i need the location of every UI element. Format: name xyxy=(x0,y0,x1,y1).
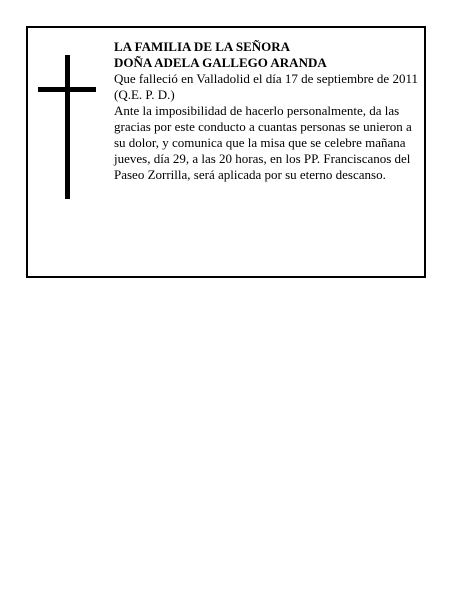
cross-vertical-bar xyxy=(65,55,70,199)
notice-text-block xyxy=(114,39,424,183)
death-announcement: Que falleció en Valladolid el día 17 de septiembre de 2011 xyxy=(114,71,418,86)
notice-body: Ante la imposibilidad de hacerlo personalmente, da las gracias por este conducto a cuantas personas se unieron a su dolor, y comunica que la misa que se celebre mañana jueves, día 29, a las 20 horas, en los PP. Franciscanos del Paseo Zorrilla, será aplicada por su eterno descanso. xyxy=(114,103,412,182)
cross-horizontal-bar xyxy=(38,87,96,92)
cross-icon xyxy=(38,55,96,199)
family-heading: LA FAMILIA DE LA SEÑORA xyxy=(114,39,291,54)
qepd-text: (Q.E. P. D.) xyxy=(114,87,175,102)
deceased-name: DOÑA ADELA GALLEGO ARANDA xyxy=(114,55,327,70)
obituary-notice xyxy=(26,26,426,278)
